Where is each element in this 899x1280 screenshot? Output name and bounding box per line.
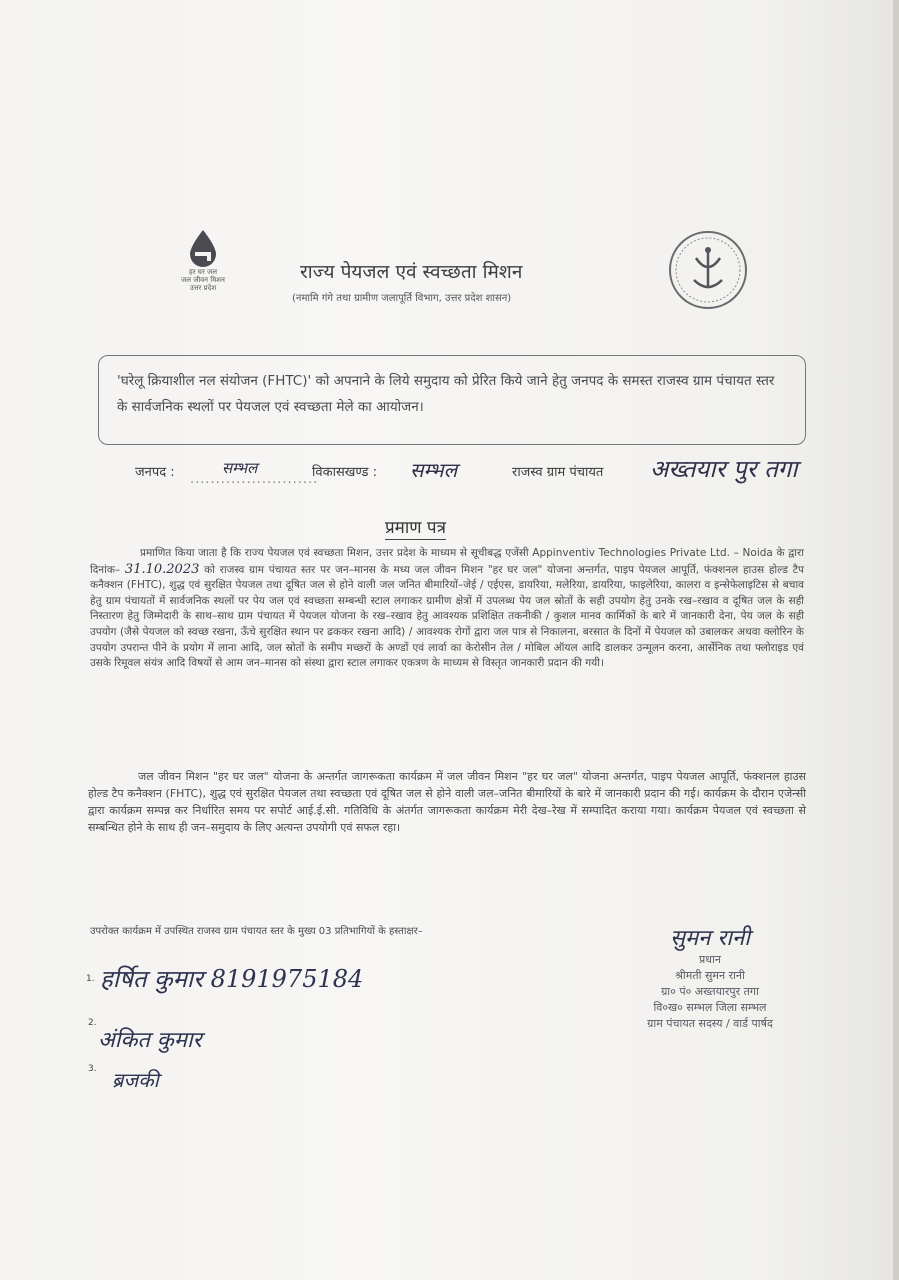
district-value: सम्भल — [222, 459, 258, 477]
logo-text-2: जल जीवन मिशन — [181, 276, 225, 284]
pradhan-signature: सुमन रानी — [670, 926, 750, 951]
emblem-seal-icon — [666, 228, 750, 312]
dotted-line: ......................... — [190, 472, 319, 487]
pradhan-member-line: ग्राम पंचायत सदस्य / वार्ड पार्षद — [647, 1017, 773, 1030]
certificate-title: प्रमाण पत्र — [385, 515, 446, 540]
water-drop-icon — [186, 228, 220, 268]
participant-3-signature: ब्रजकी — [112, 1068, 159, 1092]
har-ghar-jal-logo — [168, 228, 238, 312]
participant-3-number: 3. — [88, 1064, 97, 1074]
participant-2-signature: अंकित कुमार — [98, 1028, 202, 1053]
location-row — [0, 455, 899, 498]
pradhan-village: ग्रा० पं० अख्तयारपुर तगा — [661, 985, 759, 998]
pradhan-designation: प्रधान — [699, 953, 721, 966]
logo-text-1: हर घर जल — [189, 268, 217, 276]
paper-edge — [893, 0, 899, 1280]
participant-1-number: 1. — [86, 974, 95, 984]
mission-title: राज्य पेयजल एवं स्वच्छता मिशन — [300, 261, 523, 283]
event-date: 31.10.2023 — [124, 561, 200, 577]
logo-text-3: उत्तर प्रदेश — [189, 284, 217, 292]
participant-1-signature: हर्षित कुमार 8191975184 — [100, 965, 364, 993]
event-heading-box: 'घरेलू क्रियाशील नल संयोजन (FHTC)' को अपनाने के लिये समुदाय को प्रेरित किये जाने हेतु जनपद के समस्त राजस्व ग्राम पंचायत स्तर के सार्वजनिक स्थलों पर पेयजल एवं स्वच्छता मेले का आयोजन। — [98, 355, 806, 445]
attendance-text: उपरोक्त कार्यक्रम में उपस्थित राजस्व ग्राम पंचायत स्तर के मुख्य 03 प्रतिभागियों के हस्ताक्षर– — [90, 926, 423, 937]
para1-part-b: को राजस्व ग्राम पंचायत स्तर पर जन–मानस के मध्य जल जीवन मिशन "हर घर जल" योजना अन्तर्गत, पाइप पेयजल आपूर्ति, फंक्शनल हाउस होल्ड टैप कनैक्शन (FHTC), शुद्ध एवं सुरक्षित पेयजल तथा दूषित जल से होने वाली जल जनित बीमारियों–जेई / एईएस, डायरिया, मलेरिया, डायरिया, फाइलेरिया, कालरा व इन्सेफेलाइटिस से बचाव हेतु ग्राम पंचायतों में सार्वजनिक स्थलों पर पेय जल एवं स्वच्छता सम्बन्धी स्टाल लगाकर ग्रामीण क्षेत्रों में उपलब्ध पेय जल स्रोतों के सही उपयोग हेतु उनके रख–रखाव व दूषित जल के सही निस्तारण हेतु जिम्मेदारी के साथ–साथ ग्राम पंचायत में पेयजल योजना के रख–रखाव हेतु आवश्यक प्रशिक्षित तकनीकी / कुशल मानव कार्मिकों के बारे में जानकारी देना, पेय जल के सही उपयोग (जैसे पेयजल को स्वच्छ रखना, ऊँचे सुरक्षित स्थान पर ढककर रखना आदि) / आवश्यक रोगों द्वारा जल पात्र से निकालना, बरसात के दिनों में पेयजल को उबालकर अथवा क्लोरिन के उपयोग उपरान्त पीने के प्रयोग में लाना आदि, जल स्रोतों के समीप मच्छरों के अण्डों एवं लार्वा का केरोसीन तेल / मोबिल ऑयल आदि डालकर उन्मूलन करना, आर्सेनिक तथा फ्लोराइड एवं उसके रिमूवल संयंत्र आदि विषयों से आम जन–मानस को संस्था द्वारा स्टाल लगाकर एकत्रण के माध्यम से विस्तृत जानकारी प्रदान की गयी। — [90, 563, 805, 670]
up-state-emblem — [666, 228, 750, 312]
village-label: राजस्व ग्राम पंचायत — [512, 465, 604, 480]
certificate-paragraph-1 — [90, 546, 804, 672]
village-value: अख्तयार पुर तगा — [650, 455, 798, 483]
pradhan-signature-block — [600, 922, 820, 1032]
participant-2-number: 2. — [88, 1018, 97, 1028]
district-label: जनपद : — [135, 465, 175, 480]
pradhan-name: श्रीमती सुमन रानी — [675, 969, 745, 982]
certificate-paragraph-2: जल जीवन मिशन "हर घर जल" योजना के अन्तर्गत जागरूकता कार्यक्रम में जल जीवन मिशन "हर घर जल" योजना अन्तर्गत, पाइप पेयजल आपूर्ति, फंक्शनल हाउस होल्ड टैप कनैक्शन (FHTC), शुद्ध एवं सुरक्षित पेयजल तथा स्वच्छता एवं दूषित जल से होने वाली जल–जनित बीमारियों के बारे में जानकारी प्रदान की गई। कार्यक्रम के दौरान एजेन्सी द्वारा कार्यक्रम सम्पन्न कर निर्धारित समय पर सपोर्ट आई.ई.सी. गतिविधि के अंतर्गत जागरूकता कार्यक्रम मेरी देख–रेख में सम्पादित कराया गया। कार्यक्रम पेयजल एवं स्वच्छता से सम्बन्धित होने के साथ ही जन–समुदाय के लिए अत्यन्त उपयोगी एवं सफल रहा। — [88, 770, 806, 834]
mission-subtitle: (नमामि गंगे तथा ग्रामीण जलापूर्ति विभाग, उत्तर प्रदेश शासन) — [292, 293, 512, 304]
para1-part-a: प्रमाणित किया जाता है कि राज्य पेयजल एवं स्वच्छता मिशन, उत्तर प्रदेश के माध्यम से सूचीबद्ध एजेंसी Appinventiv Technologies Private Ltd. – Noida के द्वारा दिनांक– — [90, 547, 804, 576]
block-label: विकासखण्ड : — [312, 465, 378, 480]
pradhan-district: वि०ख० सम्भल जिला सम्भल — [653, 1001, 767, 1014]
block-value: सम्भल — [410, 458, 458, 482]
